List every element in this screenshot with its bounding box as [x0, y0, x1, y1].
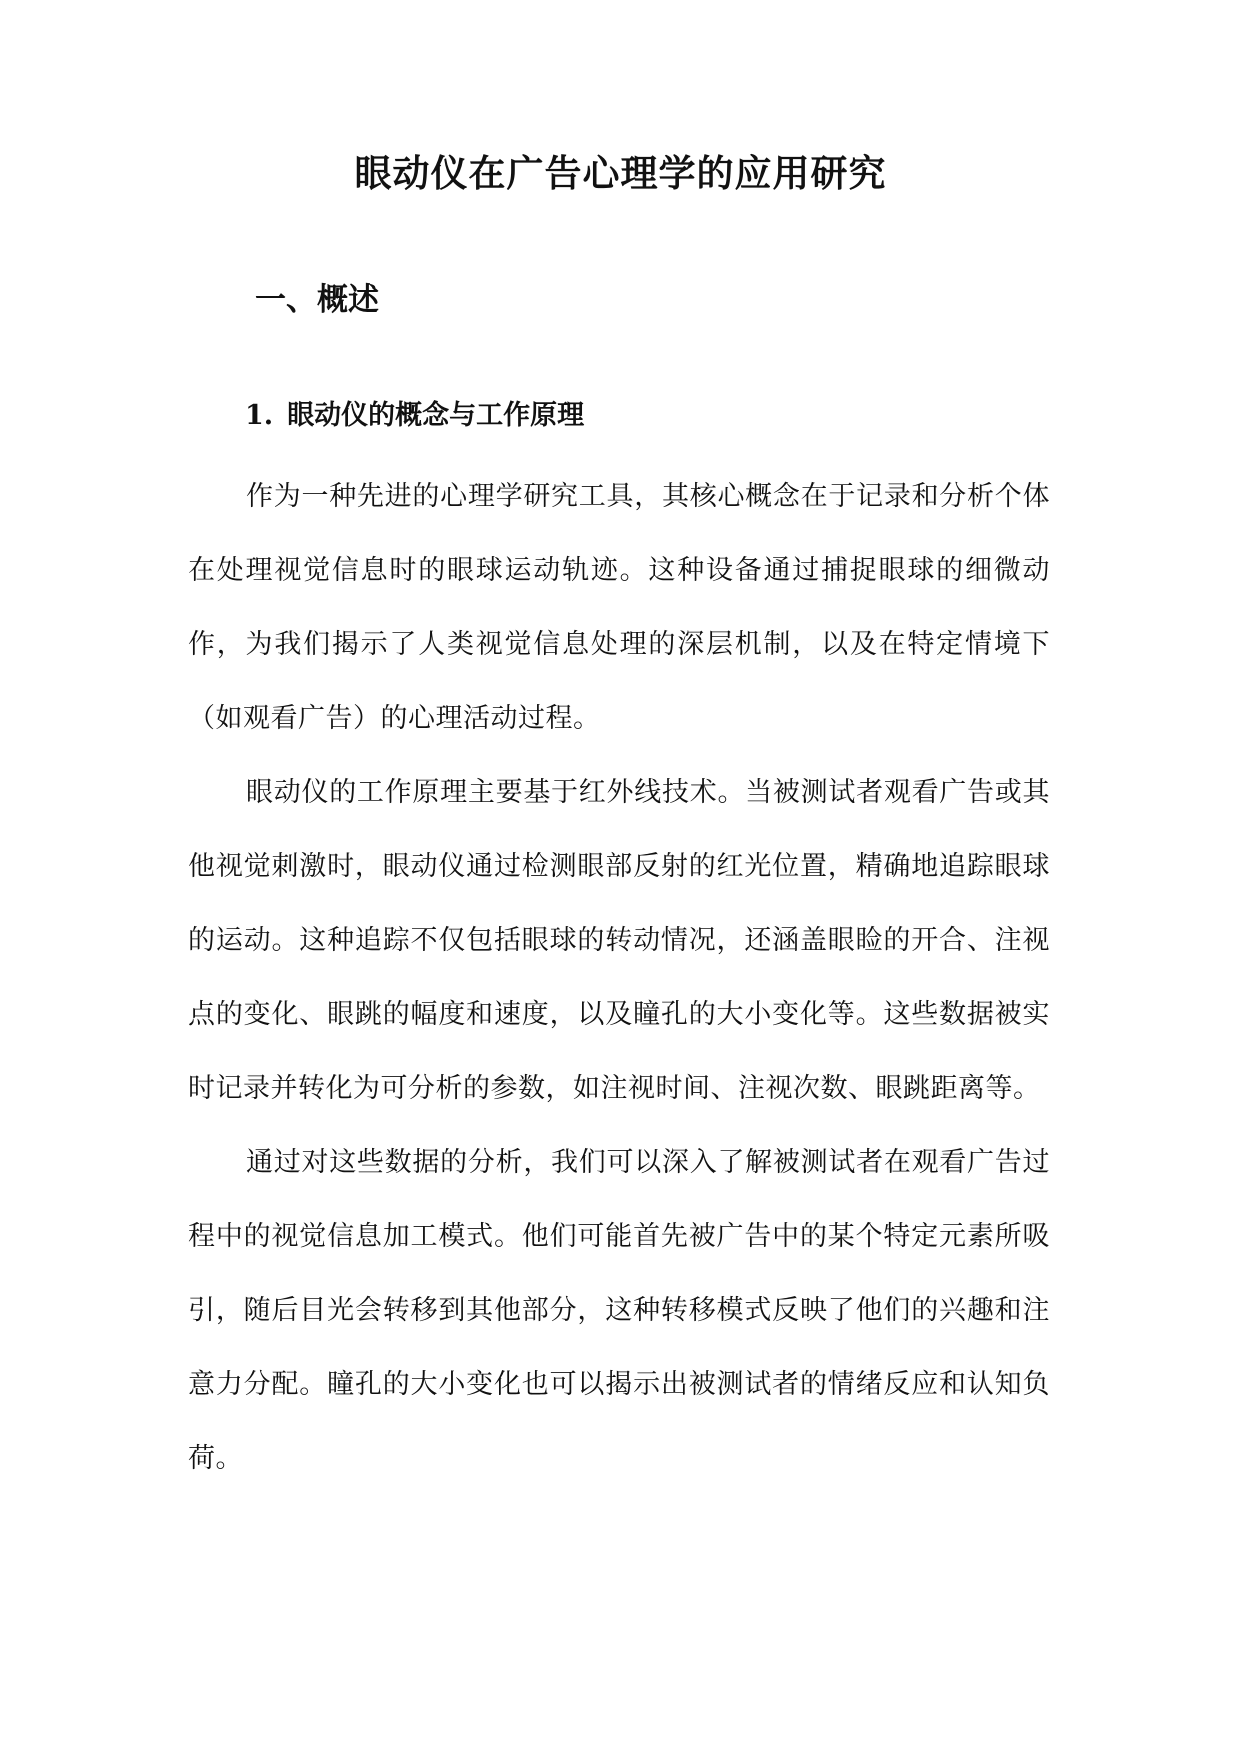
paragraph-1: 作为一种先进的心理学研究工具，其核心概念在于记录和分析个体在处理视觉信息时的眼球运动轨迹。这种设备通过捕捉眼球的细微动作，为我们揭示了人类视觉信息处理的深层机制，以及在特定情境下（如观看广告）的心理活动过程。	[188, 481, 1050, 734]
subsection-number: 1.	[245, 400, 274, 431]
paragraph-3: 通过对这些数据的分析，我们可以深入了解被测试者在观看广告过程中的视觉信息加工模式。他们可能首先被广告中的某个特定元素所吸引，随后目光会转移到其他部分，这种转移模式反映了他们的兴趣和注意力分配。瞳孔的大小变化也可以揭示出被测试者的情绪反应和认知负荷。	[188, 1147, 1050, 1474]
section-heading: 一、概述	[255, 282, 379, 318]
body-text	[188, 460, 1050, 1496]
subsection-heading	[245, 398, 584, 434]
subsection-title: 眼动仪的概念与工作原理	[287, 400, 585, 431]
document-title: 眼动仪在广告心理学的应用研究	[354, 152, 887, 195]
paragraph-2: 眼动仪的工作原理主要基于红外线技术。当被测试者观看广告或其他视觉刺激时，眼动仪通过检测眼部反射的红光位置，精确地追踪眼球的运动。这种追踪不仅包括眼球的转动情况，还涵盖眼睑的开合、注视点的变化、眼跳的幅度和速度，以及瞳孔的大小变化等。这些数据被实时记录并转化为可分析的参数，如注视时间、注视次数、眼跳距离等。	[188, 777, 1050, 1104]
